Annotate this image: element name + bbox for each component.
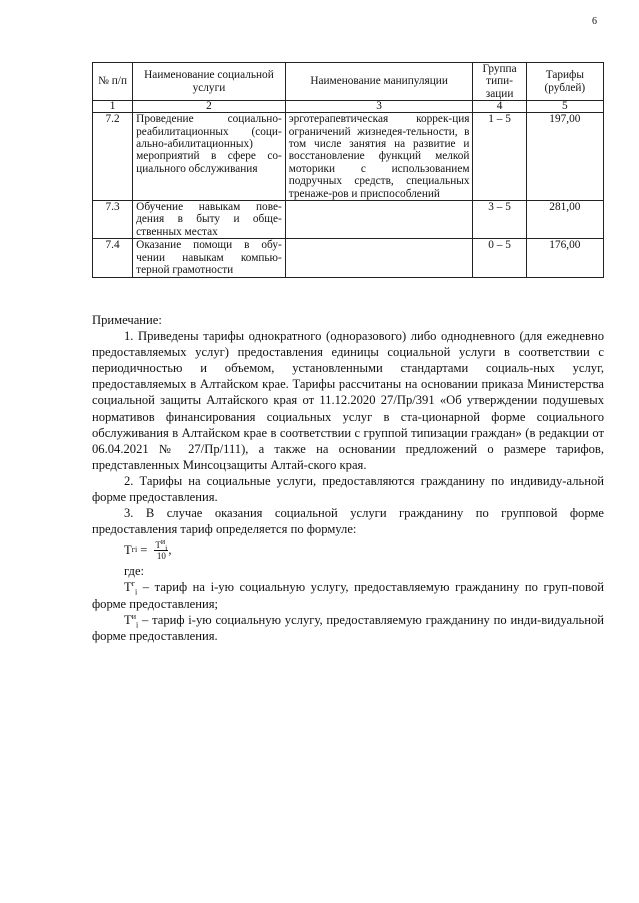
column-number: 1: [93, 101, 133, 113]
formula-num-sub: i: [165, 543, 168, 553]
row-group: 0 – 5: [473, 239, 526, 277]
notes-heading: Примечание:: [92, 313, 162, 327]
row-service: Проведение социально-реабилитационных (соци-ально-абилитационных) мероприятий в сфере со-циального обслуживания: [133, 113, 286, 201]
formula-num-base: T: [155, 539, 161, 550]
row-group: 3 – 5: [473, 201, 526, 239]
formula-equals: =: [140, 543, 148, 558]
header-service: Наименование социальной услуги: [133, 63, 286, 101]
formula-tail: ,: [168, 543, 172, 558]
column-number: 3: [285, 101, 473, 113]
header-manipulation: Наименование манипуляции: [285, 63, 473, 101]
table-header-row: [93, 63, 604, 101]
def1-symbol: T: [124, 580, 132, 595]
column-number: 2: [133, 101, 286, 113]
tariff-formula: T г i = $\frac{T^и_i}{10}$ ,: [124, 536, 172, 561]
page-number: 6: [592, 16, 597, 27]
def1-sub: i: [134, 587, 138, 597]
def2-text: – тариф i-ую социальную услугу, предоставляемую гражданину по инди-видуальной форме предоставления.: [92, 612, 604, 643]
table-row: [93, 113, 604, 201]
formula-lhs-base: T: [124, 543, 132, 558]
definition-group-tariff: [92, 579, 604, 611]
tariffs-table: [92, 62, 604, 278]
row-tariff: 281,00: [526, 201, 603, 239]
column-number: 4: [473, 101, 526, 113]
note-paragraph-2: 2. Тарифы на социальные услуги, предоставляются гражданину по индивиду-альной форме предоставления.: [92, 473, 604, 505]
note-paragraph-3: 3. В случае оказания социальной услуги гражданину по групповой форме предоставления тариф определяется по формуле:: [92, 506, 604, 537]
row-num: 7.4: [93, 239, 133, 277]
note-paragraph-1: 1. Приведены тарифы однократного (одноразового) либо однодневного (для ежедневно предоставляемых услуг) предоставления единицы социальной услуги в соответствии с периодичностью и объемом, установленными стандартами социаль-ных услуг, предоставляемых в Алтайском крае. Тарифы рассчитаны на основании приказа Министерства социальной защиты Алтайского края от 11.12.2020 27/Пр/391 «Об утверждении подушевых нормативов финансирования социальных услуг в ста-ционарной форме социального обслуживания в Алтайском крае в соответствии с группой типизации граждан» (в редакции от 06.04.2021 № 27/Пр/111), а также на основании предложений о размере тарифов, представленных Минсоцзащиты Алтай-ского края.: [92, 329, 604, 472]
row-manipulation: [285, 239, 473, 277]
row-tariff: 197,00: [526, 113, 603, 201]
row-group: 1 – 5: [473, 113, 526, 201]
formula-numerator: [154, 536, 168, 553]
row-manipulation: эрготерапевтическая коррек-ция ограничений жизнедея-тельности, в том числе занятия на развитие и восстановление функций мелкой моторики с использованием подручных средств, специальных тренаже-ров и приспособлений: [285, 113, 473, 201]
notes-section: [92, 312, 604, 644]
def2-symbol: T: [124, 612, 132, 627]
table-row: [93, 201, 604, 239]
def1-sup: г: [131, 579, 135, 589]
formula-fraction: [154, 536, 168, 561]
row-service: Обучение навыкам пове-дения в быту и обще-ственных местах: [133, 201, 286, 239]
definition-individual-tariff: [92, 612, 604, 644]
row-num: 7.2: [93, 113, 133, 201]
column-number: 5: [526, 101, 603, 113]
row-service: Оказание помощи в обу-чении навыкам компью-терной грамотности: [133, 239, 286, 277]
table-row: [93, 239, 604, 277]
def2-sub: i: [135, 620, 139, 630]
row-manipulation: [285, 201, 473, 239]
def1-text: – тариф на i-ую социальную услугу, предоставляемую гражданину по груп-повой форме предоставления;: [92, 580, 604, 611]
header-num: № п/п: [93, 63, 133, 101]
def2-sup: и: [131, 611, 136, 621]
formula-num-sup: и: [160, 536, 166, 546]
where-label: где:: [124, 564, 145, 579]
row-num: 7.3: [93, 201, 133, 239]
header-tariff: Тарифы (рублей): [526, 63, 603, 101]
formula-denominator: 10: [156, 550, 166, 561]
header-group: Группа типи-зации: [473, 63, 526, 101]
row-tariff: 176,00: [526, 239, 603, 277]
column-number-row: [93, 101, 604, 113]
